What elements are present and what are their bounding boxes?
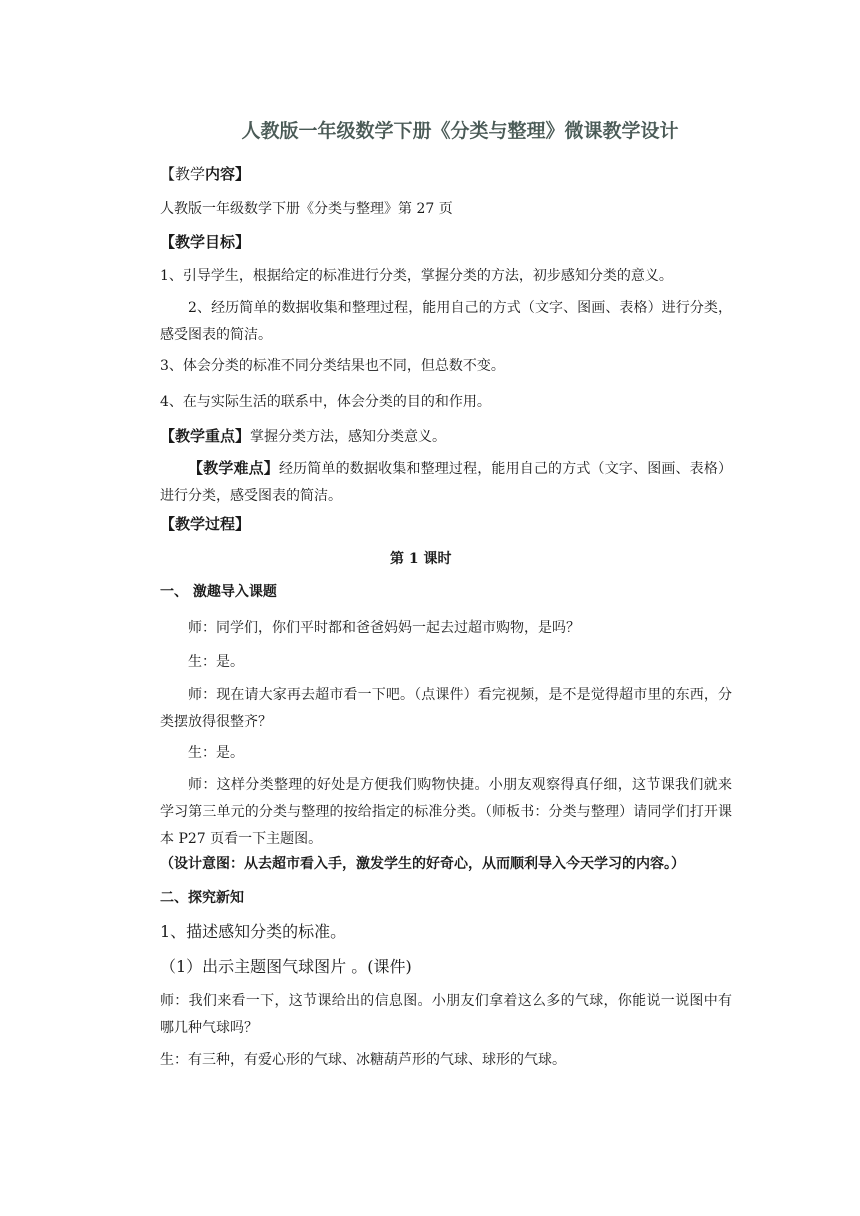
dialogue-6: 师：我们来看一下，这节课给出的信息图。小朋友们拿着这么多的气球，你能说一说图中有哪几种气球吗？ [160,993,732,1036]
key-point-text: 掌握分类方法，感知分类意义。 [250,429,447,445]
dialogue-3: 师：现在请大家再去超市看一下吧。（点课件）看完视频，是不是觉得超市里的东西，分类摆放得很整齐？ [160,687,732,730]
goal-1: 1、引导学生，根据给定的标准进行分类，掌握分类的方法，初步感知分类的意义。 [160,268,673,284]
goals-heading: 【教学目标】 [160,233,251,251]
document-title: 人教版一年级数学下册《分类与整理》微课教学设计 [241,120,679,142]
key-point-heading: 【教学重点】 [160,427,251,445]
difficult-point [160,455,732,510]
dialogue-5: 师：这样分类整理的好处是方便我们购物快捷。小朋友观察得真仔细，这节课我们就来学习第三单元的分类与整理的按给指定的标准分类。（师板书：分类与整理）请同学们打开课本 P27 页看一下主题图。 [160,777,732,847]
content-heading [160,164,250,184]
item-1-1: （1）出示主题图气球图片 。(课件) [160,957,412,976]
goal-4: 4、在与实际生活的联系中，体会分类的目的和作用。 [160,394,491,410]
key-point [160,426,446,447]
goal-3: 3、体会分类的标准不同分类结果也不同，但总数不变。 [160,358,505,374]
section-1-heading: 一、 激趣导入课题 [160,584,277,600]
dialogue-4: 生：是。 [188,745,244,761]
process-heading: 【教学过程】 [160,515,251,533]
content-heading-part1: 【教学 [160,165,206,183]
item-1: 1、描述感知分类的标准。 [160,922,347,941]
dialogue-7: 生：有三种，有爱心形的气球、冰糖葫芦形的气球、球形的气球。 [160,1052,566,1068]
section-2-heading: 二、探究新知 [160,890,244,906]
difficult-point-text: 经历简单的数据收集和整理过程，能用自己的方式（文字、图画、表格）进行分类，感受图表的简洁。 [160,461,732,504]
dialogue-1: 师：同学们，你们平时都和爸爸妈妈一起去过超市购物，是吗？ [188,620,580,636]
lesson-label: 第 1 课时 [390,551,452,567]
content-heading-part2: 内容】 [205,165,251,183]
dialogue-2: 生：是。 [188,654,244,670]
goal-2: 2、经历简单的数据收集和整理过程，能用自己的方式（文字、图画、表格）进行分类，感受图表的简洁。 [160,300,732,343]
difficult-point-heading: 【教学难点】 [188,459,279,477]
content-text: 人教版一年级数学下册《分类与整理》第 27 页 [160,201,453,217]
design-intent-note: （设计意图：从去超市看入手，激发学生的好奇心，从而顺利导入今天学习的内容。） [160,856,685,872]
